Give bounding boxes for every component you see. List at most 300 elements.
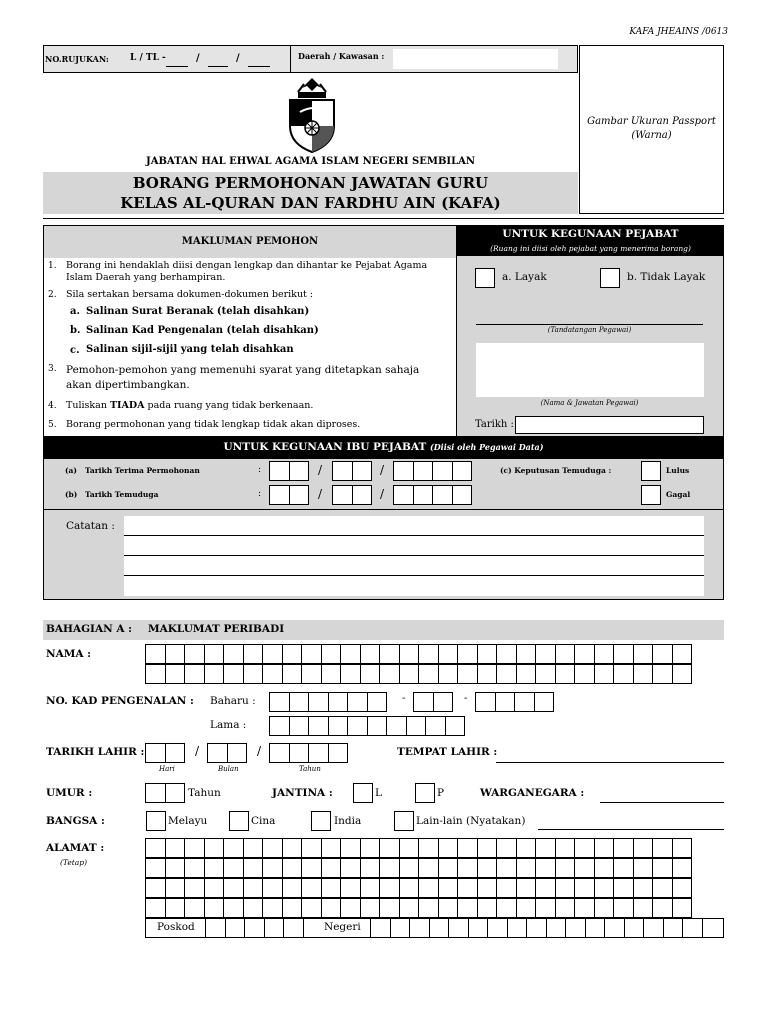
char-box[interactable] <box>672 838 693 858</box>
umur-boxes[interactable] <box>146 783 185 803</box>
char-box[interactable] <box>207 743 228 763</box>
address-row-2[interactable] <box>146 858 692 878</box>
char-box[interactable] <box>184 644 205 664</box>
ic-new-part-3[interactable] <box>476 692 554 712</box>
char-box[interactable] <box>418 838 439 858</box>
char-box[interactable] <box>643 918 664 938</box>
char-box[interactable] <box>672 898 693 918</box>
char-box[interactable] <box>438 898 459 918</box>
gender-p-checkbox[interactable] <box>415 783 435 803</box>
name-row-2[interactable] <box>146 664 692 684</box>
dob-month[interactable] <box>208 743 247 763</box>
char-box[interactable] <box>594 858 615 878</box>
char-box[interactable] <box>262 838 283 858</box>
char-box[interactable] <box>352 461 373 481</box>
char-box[interactable] <box>321 898 342 918</box>
slash: / <box>257 744 262 758</box>
char-box[interactable] <box>477 838 498 858</box>
char-box[interactable] <box>165 664 186 684</box>
char-box[interactable] <box>321 858 342 878</box>
char-box[interactable] <box>301 664 322 684</box>
char-box[interactable] <box>682 918 703 938</box>
char-box[interactable] <box>633 898 654 918</box>
char-box[interactable] <box>448 918 469 938</box>
char-box[interactable] <box>663 918 684 938</box>
char-box[interactable] <box>223 644 244 664</box>
char-box[interactable] <box>399 838 420 858</box>
char-box[interactable] <box>425 716 446 736</box>
char-box[interactable] <box>145 858 166 878</box>
char-box[interactable] <box>145 783 166 803</box>
char-box[interactable] <box>652 664 673 684</box>
char-box[interactable] <box>360 898 381 918</box>
char-box[interactable] <box>594 664 615 684</box>
char-box[interactable] <box>145 898 166 918</box>
char-box[interactable] <box>145 644 166 664</box>
char-box[interactable] <box>496 838 517 858</box>
slash: / <box>195 744 200 758</box>
char-box[interactable] <box>262 898 283 918</box>
char-box[interactable] <box>555 898 576 918</box>
char-box[interactable] <box>399 898 420 918</box>
char-box[interactable] <box>145 838 166 858</box>
char-box[interactable] <box>555 644 576 664</box>
slash: / <box>380 463 385 477</box>
gagal-checkbox[interactable] <box>641 485 661 505</box>
char-box[interactable] <box>574 838 595 858</box>
ic-new-part-2[interactable] <box>414 692 453 712</box>
char-box[interactable] <box>289 485 310 505</box>
office-subheading: (Ruang ini diisi oleh pejabat yang menerima borang) <box>490 244 691 253</box>
char-box[interactable] <box>393 461 414 481</box>
char-box[interactable] <box>262 878 283 898</box>
char-box[interactable] <box>360 878 381 898</box>
char-box[interactable] <box>367 716 388 736</box>
race-other-label: Lain-lain (Nyatakan) <box>416 815 526 827</box>
char-box[interactable] <box>457 644 478 664</box>
char-box[interactable] <box>243 644 264 664</box>
char-box[interactable] <box>184 838 205 858</box>
char-box[interactable] <box>340 644 361 664</box>
char-box[interactable] <box>379 664 400 684</box>
char-box[interactable] <box>672 664 693 684</box>
char-box[interactable] <box>413 485 434 505</box>
char-box[interactable] <box>535 838 556 858</box>
char-box[interactable] <box>535 664 556 684</box>
char-box[interactable] <box>282 664 303 684</box>
char-box[interactable] <box>438 878 459 898</box>
char-box[interactable] <box>321 644 342 664</box>
char-box[interactable] <box>516 878 537 898</box>
char-box[interactable] <box>516 838 537 858</box>
bangsa-label: BANGSA : <box>46 815 105 827</box>
char-box[interactable] <box>262 858 283 878</box>
char-box[interactable] <box>393 485 414 505</box>
char-box[interactable] <box>204 664 225 684</box>
char-box[interactable] <box>243 838 264 858</box>
char-box[interactable] <box>204 858 225 878</box>
char-box[interactable] <box>321 838 342 858</box>
char-box[interactable] <box>613 838 634 858</box>
char-box[interactable] <box>301 898 322 918</box>
char-box[interactable] <box>496 664 517 684</box>
catatan-field[interactable] <box>124 516 704 596</box>
char-box[interactable] <box>406 716 427 736</box>
char-box[interactable] <box>574 878 595 898</box>
char-box[interactable] <box>477 644 498 664</box>
char-box[interactable] <box>574 858 595 878</box>
ic-new-part-1[interactable] <box>270 692 387 712</box>
char-box[interactable] <box>438 644 459 664</box>
char-box[interactable] <box>282 838 303 858</box>
char-box[interactable] <box>535 858 556 878</box>
char-box[interactable] <box>409 918 430 938</box>
char-box[interactable] <box>347 692 368 712</box>
birthplace-field[interactable] <box>496 762 724 763</box>
char-box[interactable] <box>204 898 225 918</box>
char-box[interactable] <box>262 664 283 684</box>
officer-name-field[interactable] <box>476 343 704 397</box>
char-box[interactable] <box>574 644 595 664</box>
ref-field-2[interactable] <box>208 66 228 67</box>
char-box[interactable] <box>184 898 205 918</box>
char-box[interactable] <box>264 918 285 938</box>
char-box[interactable] <box>184 878 205 898</box>
char-box[interactable] <box>495 692 516 712</box>
char-box[interactable] <box>468 918 489 938</box>
postcode-boxes[interactable] <box>206 918 304 938</box>
char-box[interactable] <box>585 918 606 938</box>
char-box[interactable] <box>452 485 473 505</box>
char-box[interactable] <box>301 644 322 664</box>
char-box[interactable] <box>633 878 654 898</box>
char-box[interactable] <box>332 461 353 481</box>
char-box[interactable] <box>321 664 342 684</box>
receive-day[interactable] <box>270 461 309 481</box>
ref-field-1[interactable] <box>166 66 188 67</box>
char-box[interactable] <box>477 664 498 684</box>
char-box[interactable] <box>204 878 225 898</box>
char-box[interactable] <box>301 838 322 858</box>
hq-mark-a: (a) <box>65 466 77 475</box>
char-box[interactable] <box>535 898 556 918</box>
race-melayu-checkbox[interactable] <box>146 811 166 831</box>
race-other-field[interactable] <box>538 829 724 830</box>
char-box[interactable] <box>516 644 537 664</box>
receive-year[interactable] <box>394 461 472 481</box>
char-box[interactable] <box>399 858 420 878</box>
char-box[interactable] <box>672 858 693 878</box>
char-box[interactable] <box>360 858 381 878</box>
char-box[interactable] <box>496 898 517 918</box>
ic-old-boxes[interactable] <box>270 716 465 736</box>
char-box[interactable] <box>613 898 634 918</box>
char-box[interactable] <box>594 878 615 898</box>
char-box[interactable] <box>487 918 508 938</box>
divider <box>43 509 724 510</box>
char-box[interactable] <box>289 461 310 481</box>
char-box[interactable] <box>269 485 290 505</box>
info-sub-b: Salinan Kad Pengenalan (telah disahkan) <box>86 325 319 336</box>
signature-line[interactable] <box>476 324 703 325</box>
char-box[interactable] <box>445 716 466 736</box>
char-box[interactable] <box>613 878 634 898</box>
office-date-input[interactable] <box>515 416 704 434</box>
char-box[interactable] <box>652 898 673 918</box>
char-box[interactable] <box>457 878 478 898</box>
char-box[interactable] <box>269 716 290 736</box>
char-box[interactable] <box>604 918 625 938</box>
char-box[interactable] <box>516 898 537 918</box>
char-box[interactable] <box>594 644 615 664</box>
char-box[interactable] <box>418 664 439 684</box>
char-box[interactable] <box>223 878 244 898</box>
char-box[interactable] <box>165 783 186 803</box>
char-box[interactable] <box>429 918 450 938</box>
char-box[interactable] <box>516 858 537 878</box>
char-box[interactable] <box>496 644 517 664</box>
char-box[interactable] <box>379 644 400 664</box>
char-box[interactable] <box>555 664 576 684</box>
citizenship-field[interactable] <box>600 802 724 803</box>
char-box[interactable] <box>282 644 303 664</box>
char-box[interactable] <box>565 918 586 938</box>
char-box[interactable] <box>340 858 361 878</box>
daerah-input[interactable] <box>393 49 558 69</box>
char-box[interactable] <box>282 898 303 918</box>
colon: : <box>258 465 262 475</box>
char-box[interactable] <box>308 716 329 736</box>
char-box[interactable] <box>227 743 248 763</box>
char-box[interactable] <box>418 878 439 898</box>
char-box[interactable] <box>534 692 555 712</box>
tidak-layak-checkbox[interactable] <box>600 268 620 288</box>
char-box[interactable] <box>594 898 615 918</box>
char-box[interactable] <box>145 664 166 684</box>
state-boxes[interactable] <box>371 918 703 938</box>
char-box[interactable] <box>399 878 420 898</box>
char-box[interactable] <box>145 878 166 898</box>
char-box[interactable] <box>633 664 654 684</box>
char-box[interactable] <box>514 692 535 712</box>
char-box[interactable] <box>652 878 673 898</box>
char-box[interactable] <box>477 858 498 878</box>
char-box[interactable] <box>283 918 304 938</box>
char-box[interactable] <box>308 743 329 763</box>
char-box[interactable] <box>243 858 264 878</box>
char-box[interactable] <box>555 858 576 878</box>
char-box[interactable] <box>432 485 453 505</box>
char-box[interactable] <box>165 858 186 878</box>
char-box[interactable] <box>165 898 186 918</box>
char-box[interactable] <box>613 858 634 878</box>
char-box[interactable] <box>308 692 329 712</box>
char-box[interactable] <box>269 692 290 712</box>
char-box[interactable] <box>418 858 439 878</box>
dob-year[interactable] <box>270 743 348 763</box>
char-box[interactable] <box>379 858 400 878</box>
slash: / <box>318 487 323 501</box>
char-box[interactable] <box>399 664 420 684</box>
char-box[interactable] <box>165 743 186 763</box>
char-box[interactable] <box>555 838 576 858</box>
address-row-3[interactable] <box>146 878 692 898</box>
lulus-checkbox[interactable] <box>641 461 661 481</box>
char-box[interactable] <box>413 461 434 481</box>
char-box[interactable] <box>546 918 567 938</box>
char-box[interactable] <box>433 692 454 712</box>
char-box[interactable] <box>379 898 400 918</box>
char-box[interactable] <box>340 838 361 858</box>
char-box[interactable] <box>301 878 322 898</box>
char-box[interactable] <box>379 878 400 898</box>
interview-year[interactable] <box>394 485 472 505</box>
gender-l-checkbox[interactable] <box>353 783 373 803</box>
layak-checkbox[interactable] <box>475 268 495 288</box>
char-box[interactable] <box>390 918 411 938</box>
char-box[interactable] <box>386 716 407 736</box>
char-box[interactable] <box>223 838 244 858</box>
char-box[interactable] <box>507 918 528 938</box>
char-box[interactable] <box>328 716 349 736</box>
char-box[interactable] <box>457 664 478 684</box>
char-box[interactable] <box>652 858 673 878</box>
colon: : <box>258 489 262 499</box>
char-box[interactable] <box>438 664 459 684</box>
char-box[interactable] <box>165 838 186 858</box>
char-box[interactable] <box>613 644 634 664</box>
ref-field-3[interactable] <box>248 66 270 67</box>
char-box[interactable] <box>452 461 473 481</box>
char-box[interactable] <box>145 743 166 763</box>
char-box[interactable] <box>205 918 226 938</box>
char-box[interactable] <box>516 664 537 684</box>
char-box[interactable] <box>243 664 264 684</box>
char-box[interactable] <box>269 461 290 481</box>
ref-prefix: L / TL - <box>130 53 166 63</box>
item-number: 1. <box>48 261 57 271</box>
char-box[interactable] <box>244 918 265 938</box>
address-row-1[interactable] <box>146 838 692 858</box>
office-date-label: Tarikh : <box>475 419 514 430</box>
char-box[interactable] <box>165 644 186 664</box>
char-box[interactable] <box>352 485 373 505</box>
char-box[interactable] <box>367 692 388 712</box>
interview-month[interactable] <box>333 485 372 505</box>
char-box[interactable] <box>328 743 349 763</box>
daerah-label: Daerah / Kawasan : <box>298 51 385 61</box>
char-box[interactable] <box>204 644 225 664</box>
char-box[interactable] <box>243 878 264 898</box>
char-box[interactable] <box>340 878 361 898</box>
race-other-checkbox[interactable] <box>394 811 414 831</box>
char-box[interactable] <box>418 644 439 664</box>
char-box[interactable] <box>370 918 391 938</box>
char-box[interactable] <box>438 858 459 878</box>
char-box[interactable] <box>457 838 478 858</box>
char-box[interactable] <box>652 644 673 664</box>
char-box[interactable] <box>184 858 205 878</box>
info-item-4-bold: TIADA <box>109 400 145 411</box>
char-box[interactable] <box>432 461 453 481</box>
char-box[interactable] <box>399 644 420 664</box>
char-box[interactable] <box>574 898 595 918</box>
char-box[interactable] <box>475 692 496 712</box>
char-box[interactable] <box>289 743 310 763</box>
char-box[interactable] <box>223 664 244 684</box>
char-box[interactable] <box>225 918 246 938</box>
char-box[interactable] <box>438 838 459 858</box>
char-box[interactable] <box>289 692 310 712</box>
char-box[interactable] <box>555 878 576 898</box>
char-box[interactable] <box>624 918 645 938</box>
name-row-1[interactable] <box>146 644 692 664</box>
char-box[interactable] <box>243 898 264 918</box>
char-box[interactable] <box>282 858 303 878</box>
char-box[interactable] <box>418 898 439 918</box>
char-box[interactable] <box>328 692 349 712</box>
char-box[interactable] <box>594 838 615 858</box>
char-box[interactable] <box>526 918 547 938</box>
interview-day[interactable] <box>270 485 309 505</box>
char-box[interactable] <box>413 692 434 712</box>
char-box[interactable] <box>535 878 556 898</box>
char-box[interactable] <box>347 716 368 736</box>
char-box[interactable] <box>340 898 361 918</box>
char-box[interactable] <box>477 878 498 898</box>
char-box[interactable] <box>652 838 673 858</box>
receive-date-label: Tarikh Terima Permohonan <box>85 466 200 475</box>
char-box[interactable] <box>321 878 342 898</box>
race-cina-checkbox[interactable] <box>229 811 249 831</box>
char-box[interactable] <box>633 858 654 878</box>
char-box[interactable] <box>535 644 556 664</box>
char-box[interactable] <box>223 898 244 918</box>
char-box[interactable] <box>223 858 244 878</box>
dob-day[interactable] <box>146 743 185 763</box>
char-box[interactable] <box>496 858 517 878</box>
char-box[interactable] <box>204 838 225 858</box>
char-box[interactable] <box>360 838 381 858</box>
char-box[interactable] <box>360 664 381 684</box>
char-box[interactable] <box>165 878 186 898</box>
char-box[interactable] <box>301 858 322 878</box>
char-box[interactable] <box>633 644 654 664</box>
char-box[interactable] <box>289 716 310 736</box>
char-box[interactable] <box>457 898 478 918</box>
char-box[interactable] <box>672 878 693 898</box>
char-box[interactable] <box>613 664 634 684</box>
char-box[interactable] <box>332 485 353 505</box>
char-box[interactable] <box>633 838 654 858</box>
ref-slash: / <box>236 53 240 64</box>
char-box[interactable] <box>574 664 595 684</box>
race-india-checkbox[interactable] <box>311 811 331 831</box>
char-box[interactable] <box>262 644 283 664</box>
char-box[interactable] <box>457 858 478 878</box>
char-box[interactable] <box>184 664 205 684</box>
char-box[interactable] <box>672 644 693 664</box>
address-row-4[interactable] <box>146 898 692 918</box>
char-box[interactable] <box>360 644 381 664</box>
char-box[interactable] <box>379 838 400 858</box>
char-box[interactable] <box>340 664 361 684</box>
char-box[interactable] <box>496 878 517 898</box>
char-box[interactable] <box>282 878 303 898</box>
receive-month[interactable] <box>333 461 372 481</box>
char-box[interactable] <box>477 898 498 918</box>
char-box[interactable] <box>269 743 290 763</box>
